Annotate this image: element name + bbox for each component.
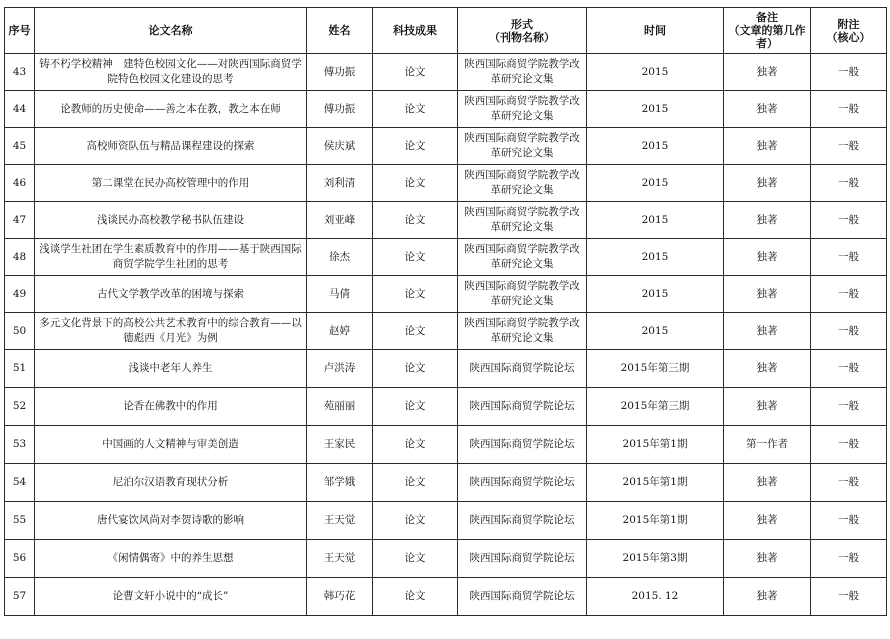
- cell-remark: 独著: [724, 464, 811, 502]
- cell-form: 陕西国际商贸学院论坛: [458, 464, 587, 502]
- cell-type: 论文: [373, 540, 458, 578]
- cell-title: 高校师资队伍与精品课程建设的探索: [35, 128, 307, 165]
- cell-title: 尼泊尔汉语教育现状分析: [35, 464, 307, 502]
- cell-remark: 独著: [724, 128, 811, 165]
- cell-author: 卢洪涛: [307, 350, 373, 388]
- cell-author: 傅功振: [307, 54, 373, 91]
- header-form-line-1: 形式: [511, 17, 533, 31]
- cell-remark: 独著: [724, 350, 811, 388]
- table-row: [5, 464, 887, 502]
- cell-seq: 45: [5, 128, 35, 165]
- cell-remark: 独著: [724, 91, 811, 128]
- cell-seq: 44: [5, 91, 35, 128]
- header-title: 论文名称: [35, 8, 307, 54]
- cell-remark: 独著: [724, 388, 811, 426]
- header-remark-line-1: 备注: [756, 11, 778, 24]
- cell-seq: 46: [5, 165, 35, 202]
- header-seq: 序号: [5, 8, 35, 54]
- cell-form: 陕西国际商贸学院教学改革研究论文集: [458, 313, 587, 350]
- cell-author: 邹学娥: [307, 464, 373, 502]
- cell-note: 一般: [811, 350, 887, 388]
- cell-title: 唐代宴饮风尚对李贺诗歌的影响: [35, 502, 307, 540]
- cell-time: 2015: [587, 239, 724, 276]
- cell-type: 论文: [373, 91, 458, 128]
- cell-seq: 50: [5, 313, 35, 350]
- cell-remark: 独著: [724, 54, 811, 91]
- cell-note: 一般: [811, 464, 887, 502]
- cell-type: 论文: [373, 502, 458, 540]
- table-body: [5, 54, 887, 616]
- header-row: [5, 8, 887, 54]
- cell-remark: 第一作者: [724, 426, 811, 464]
- cell-remark: 独著: [724, 165, 811, 202]
- cell-time: 2015. 12: [587, 578, 724, 616]
- cell-note: 一般: [811, 578, 887, 616]
- cell-author: 赵婷: [307, 313, 373, 350]
- cell-title: 中国画的人文精神与审美创造: [35, 426, 307, 464]
- table-row: [5, 239, 887, 276]
- cell-time: 2015年第3期: [587, 540, 724, 578]
- cell-time: 2015: [587, 54, 724, 91]
- table-row: [5, 202, 887, 239]
- cell-time: 2015: [587, 128, 724, 165]
- cell-note: 一般: [811, 540, 887, 578]
- table-row: [5, 540, 887, 578]
- cell-title: 论曹文轩小说中的“成长”: [35, 578, 307, 616]
- cell-seq: 49: [5, 276, 35, 313]
- cell-seq: 53: [5, 426, 35, 464]
- cell-title: 第二课堂在民办高校管理中的作用: [35, 165, 307, 202]
- cell-time: 2015年第1期: [587, 464, 724, 502]
- cell-author: 傅功振: [307, 91, 373, 128]
- cell-author: 刘利清: [307, 165, 373, 202]
- cell-time: 2015: [587, 165, 724, 202]
- cell-author: 苑丽丽: [307, 388, 373, 426]
- cell-author: 王天觉: [307, 502, 373, 540]
- cell-form: 陕西国际商贸学院论坛: [458, 426, 587, 464]
- cell-title: 《闲情偶寄》中的养生思想: [35, 540, 307, 578]
- cell-author: 侯庆斌: [307, 128, 373, 165]
- cell-seq: 57: [5, 578, 35, 616]
- cell-form: 陕西国际商贸学院教学改革研究论文集: [458, 91, 587, 128]
- cell-form: 陕西国际商贸学院论坛: [458, 502, 587, 540]
- cell-author: 马倩: [307, 276, 373, 313]
- cell-form: 陕西国际商贸学院论坛: [458, 578, 587, 616]
- cell-remark: 独著: [724, 502, 811, 540]
- cell-remark: 独著: [724, 578, 811, 616]
- header-note-line-1: 附注: [837, 17, 860, 31]
- header-author: 姓名: [307, 8, 373, 54]
- cell-note: 一般: [811, 313, 887, 350]
- header-note-line-2: （核心）: [826, 30, 871, 44]
- cell-seq: 55: [5, 502, 35, 540]
- cell-note: 一般: [811, 388, 887, 426]
- cell-form: 陕西国际商贸学院教学改革研究论文集: [458, 276, 587, 313]
- cell-form: 陕西国际商贸学院论坛: [458, 540, 587, 578]
- cell-note: 一般: [811, 165, 887, 202]
- cell-type: 论文: [373, 202, 458, 239]
- header-remark-line-3: 者）: [756, 37, 778, 50]
- cell-time: 2015: [587, 313, 724, 350]
- cell-title: 浅谈民办高校教学秘书队伍建设: [35, 202, 307, 239]
- table-row: [5, 388, 887, 426]
- cell-remark: 独著: [724, 239, 811, 276]
- cell-form: 陕西国际商贸学院教学改革研究论文集: [458, 239, 587, 276]
- cell-type: 论文: [373, 464, 458, 502]
- cell-seq: 51: [5, 350, 35, 388]
- header-remark: [724, 8, 811, 54]
- cell-time: 2015: [587, 202, 724, 239]
- table-row: [5, 54, 887, 91]
- cell-note: 一般: [811, 54, 887, 91]
- cell-title: 多元文化背景下的高校公共艺术教育中的综合教育——以德彪西《月光》为例: [35, 313, 307, 350]
- document-page: [4, 7, 886, 616]
- cell-type: 论文: [373, 54, 458, 91]
- cell-author: 徐杰: [307, 239, 373, 276]
- table-row: [5, 350, 887, 388]
- cell-title: 浅谈学生社团在学生素质教育中的作用——基于陕西国际商贸学院学生社团的思考: [35, 239, 307, 276]
- cell-time: 2015: [587, 276, 724, 313]
- table-header: [5, 8, 887, 54]
- cell-time: 2015年第1期: [587, 502, 724, 540]
- cell-title: 古代文学教学改革的困境与探索: [35, 276, 307, 313]
- cell-type: 论文: [373, 276, 458, 313]
- cell-note: 一般: [811, 426, 887, 464]
- header-form: [458, 8, 587, 54]
- papers-table: [4, 7, 887, 616]
- table-row: [5, 91, 887, 128]
- cell-form: 陕西国际商贸学院教学改革研究论文集: [458, 54, 587, 91]
- cell-type: 论文: [373, 313, 458, 350]
- cell-note: 一般: [811, 91, 887, 128]
- cell-remark: 独著: [724, 540, 811, 578]
- cell-form: 陕西国际商贸学院教学改革研究论文集: [458, 202, 587, 239]
- cell-title: 论香在佛教中的作用: [35, 388, 307, 426]
- cell-title: 论教师的历史使命——善之本在教，教之本在师: [35, 91, 307, 128]
- cell-time: 2015年第三期: [587, 350, 724, 388]
- table-row: [5, 426, 887, 464]
- cell-time: 2015: [587, 91, 724, 128]
- cell-author: 王家民: [307, 426, 373, 464]
- cell-seq: 56: [5, 540, 35, 578]
- cell-form: 陕西国际商贸学院论坛: [458, 388, 587, 426]
- cell-seq: 43: [5, 54, 35, 91]
- cell-seq: 52: [5, 388, 35, 426]
- table-row: [5, 276, 887, 313]
- header-remark-line-2: （文章的第几作: [728, 24, 806, 37]
- cell-type: 论文: [373, 350, 458, 388]
- table-row: [5, 313, 887, 350]
- cell-title: 浅谈中老年人养生: [35, 350, 307, 388]
- cell-type: 论文: [373, 165, 458, 202]
- cell-seq: 54: [5, 464, 35, 502]
- header-form-line-2: （刊物名称）: [489, 30, 555, 44]
- cell-form: 陕西国际商贸学院论坛: [458, 350, 587, 388]
- cell-note: 一般: [811, 502, 887, 540]
- cell-title: 铸不朽学校精神 建特色校园文化——对陕西国际商贸学院特色校园文化建设的思考: [35, 54, 307, 91]
- table-row: [5, 128, 887, 165]
- cell-remark: 独著: [724, 202, 811, 239]
- cell-type: 论文: [373, 426, 458, 464]
- cell-form: 陕西国际商贸学院教学改革研究论文集: [458, 128, 587, 165]
- cell-time: 2015年第三期: [587, 388, 724, 426]
- cell-note: 一般: [811, 128, 887, 165]
- cell-author: 韩巧花: [307, 578, 373, 616]
- cell-type: 论文: [373, 388, 458, 426]
- cell-type: 论文: [373, 578, 458, 616]
- header-time: 时间: [587, 8, 724, 54]
- cell-note: 一般: [811, 202, 887, 239]
- cell-form: 陕西国际商贸学院教学改革研究论文集: [458, 165, 587, 202]
- cell-remark: 独著: [724, 276, 811, 313]
- cell-note: 一般: [811, 276, 887, 313]
- cell-author: 刘亚峰: [307, 202, 373, 239]
- cell-remark: 独著: [724, 313, 811, 350]
- cell-time: 2015年第1期: [587, 426, 724, 464]
- header-type: 科技成果: [373, 8, 458, 54]
- table-row: [5, 502, 887, 540]
- cell-note: 一般: [811, 239, 887, 276]
- cell-type: 论文: [373, 128, 458, 165]
- cell-seq: 47: [5, 202, 35, 239]
- cell-type: 论文: [373, 239, 458, 276]
- cell-author: 王天觉: [307, 540, 373, 578]
- header-note: [811, 8, 887, 54]
- table-row: [5, 165, 887, 202]
- cell-seq: 48: [5, 239, 35, 276]
- table-row: [5, 578, 887, 616]
